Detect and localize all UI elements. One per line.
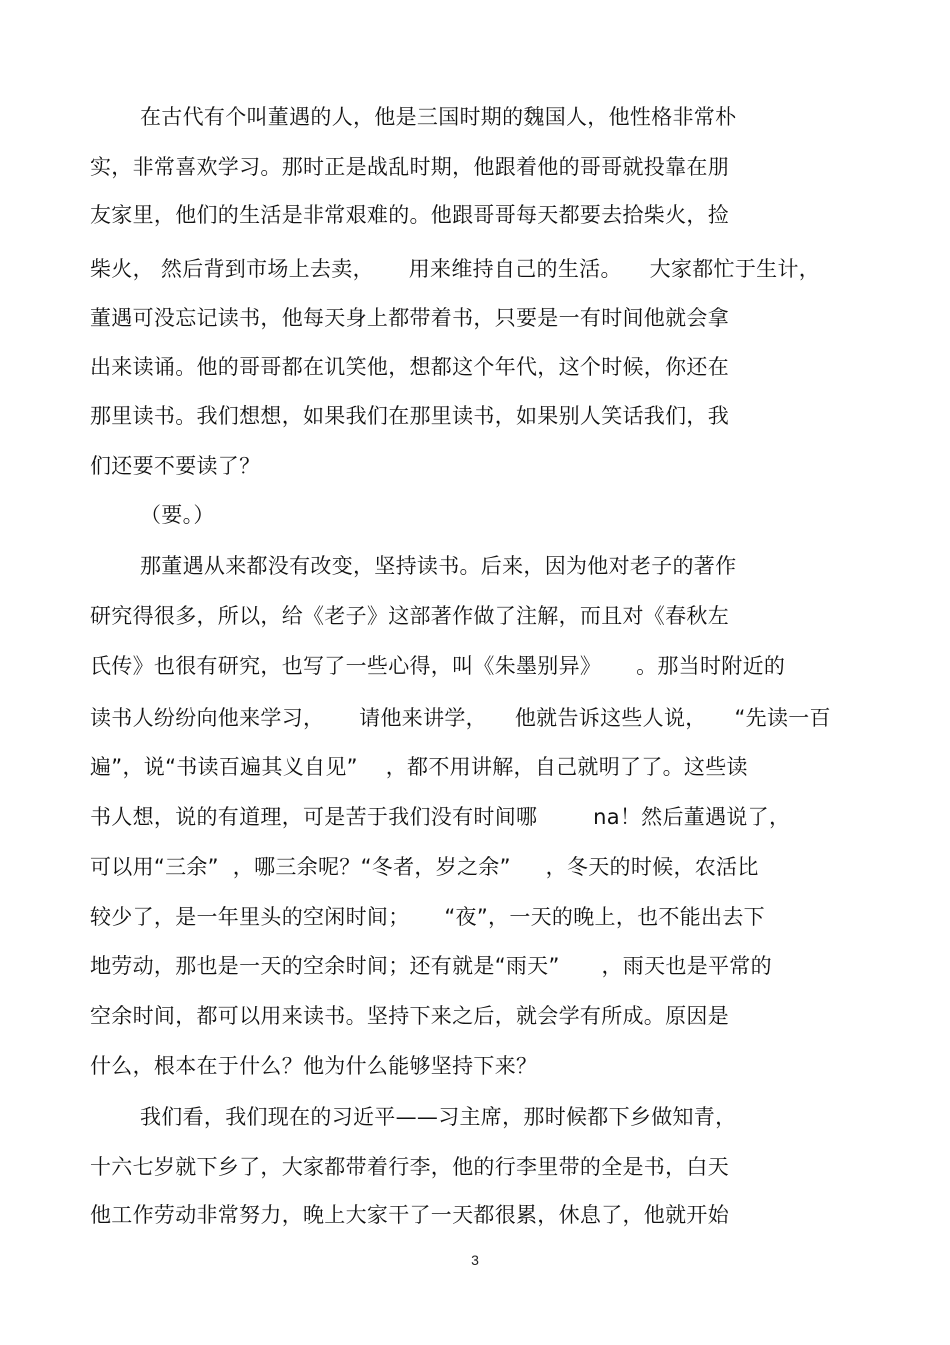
text-line: 董遇可没忘记读书，他每天身上都带着书，只要是一有时间他就会拿	[90, 306, 729, 330]
text-line: 在古代有个叫董遇的人，他是三国时期的魏国人，他性格非常朴	[140, 105, 737, 129]
text-line: 可以用“三余” ，哪三余呢？“冬者，岁之余” ，冬天的时候，农活比	[90, 855, 759, 879]
text-line: 那董遇从来都没有改变，坚持读书。后来，因为他对老子的著作	[140, 554, 737, 578]
text-line: 地劳动，那也是一天的空余时间；还有就是“雨天” ，雨天也是平常的	[90, 954, 772, 978]
text-line: （要。）	[140, 503, 215, 527]
text-line: 十六七岁就下乡了，大家都带着行李，他的行李里带的全是书，白天	[90, 1155, 729, 1179]
text-line: 友家里，他们的生活是非常艰难的。他跟哥哥每天都要去拾柴火，捡	[90, 203, 729, 227]
page-number: 3	[471, 1252, 479, 1268]
text-line: 他工作劳动非常努力，晚上大家干了一天都很累，休息了，他就开始	[90, 1203, 729, 1227]
text-line: 们还要不要读了？	[90, 454, 261, 478]
text-line: 氏传》也很有研究，也写了一些心得，叫《朱墨别异》 。那当时附近的	[90, 654, 786, 678]
text-line: 实，非常喜欢学习。那时正是战乱时期，他跟着他的哥哥就投靠在朋	[90, 155, 729, 179]
text-line: 读书人纷纷向他来学习， 请他来讲学， 他就告诉这些人说， “先读一百	[90, 706, 831, 730]
text-line: 柴火， 然后背到市场上去卖， 用来维持自己的生活。 大家都忙于生计，	[90, 257, 821, 281]
text-line: 研究得很多，所以，给《老子》这部著作做了注解，而且对《春秋左	[90, 604, 729, 628]
text-line: 遍”，说“书读百遍其义自见” ，都不用讲解，自己就明了了。这些读	[90, 755, 748, 779]
text-line: 那里读书。我们想想，如果我们在那里读书，如果别人笑话我们，我	[90, 404, 729, 428]
text-line: 出来读诵。他的哥哥都在讥笑他，想都这个年代，这个时候，你还在	[90, 355, 729, 379]
text-line: 我们看，我们现在的习近平——习主席，那时候都下乡做知青，	[140, 1105, 737, 1129]
text-line: 书人想，说的有道理，可是苦于我们没有时间哪 na！然后董遇说了，	[90, 805, 791, 829]
text-line: 较少了，是一年里头的空闲时间； “夜”，一天的晚上，也不能出去下	[90, 905, 765, 929]
text-line: 空余时间，都可以用来读书。坚持下来之后，就会学有所成。原因是	[90, 1004, 729, 1028]
text-line: 什么，根本在于什么？他为什么能够坚持下来？	[90, 1054, 538, 1078]
